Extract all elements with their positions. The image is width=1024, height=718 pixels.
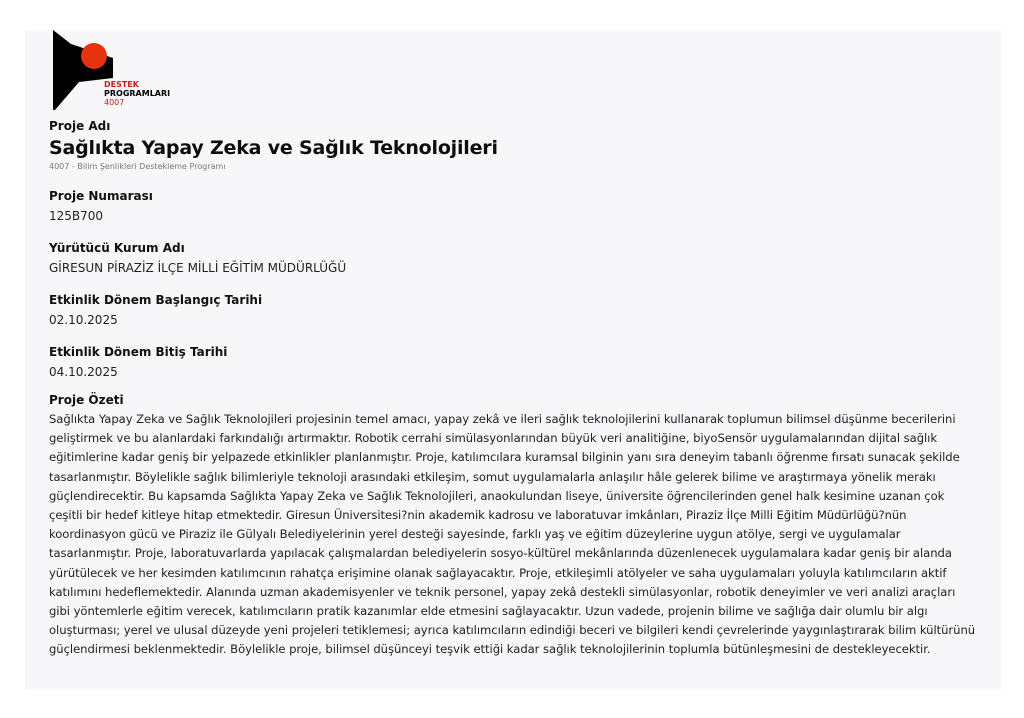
project-name-section: [49, 118, 979, 172]
start-date-label: Etkinlik Dönem Başlangıç Tarihi: [49, 293, 263, 307]
institution-value: GİRESUN PİRAZİZ İLÇE MİLLİ EĞİTİM MÜDÜRLÜĞÜ: [49, 261, 347, 275]
summary-label: Proje Özeti: [49, 393, 124, 407]
end-date-label: Etkinlik Dönem Bitiş Tarihi: [49, 345, 228, 359]
logo-line-3: 4007: [104, 98, 125, 107]
program-name: 4007 - Bilim Şenlikleri Destekleme Programı: [49, 162, 226, 171]
project-name-label: Proje Adı: [49, 119, 111, 133]
summary-section: [49, 392, 979, 660]
project-details: [49, 118, 979, 660]
destek-programlari-logo: [49, 30, 171, 110]
logo-line-2: PROGRAMLARI: [104, 89, 171, 98]
logo-text: [104, 80, 170, 107]
start-date-section: [49, 292, 979, 328]
end-date-value: 04.10.2025: [49, 365, 118, 379]
project-number-section: [49, 188, 979, 224]
project-title: Sağlıkta Yapay Zeka ve Sağlık Teknolojileri: [49, 137, 498, 159]
end-date-section: [49, 344, 979, 380]
project-number-value: 125B700: [49, 209, 104, 223]
project-number-label: Proje Numarası: [49, 189, 153, 203]
institution-section: [49, 240, 979, 276]
start-date-value: 02.10.2025: [49, 313, 118, 327]
project-card: [25, 30, 1001, 690]
institution-label: Yürütücü Kurum Adı: [49, 241, 185, 255]
summary-text: Sağlıkta Yapay Zeka ve Sağlık Teknolojileri projesinin temel amacı, yapay zekâ ve ileri sağlık teknolojilerini kullanarak toplumun bilimsel düşünme becerilerini geliştirmek ve bu alanlardaki farkındalığı artırmaktır. Robotik cerrahi simülasyonlarından büyük veri analitiğine, biyoSensör uygulamalarından dijital sağlık eğitimlerine kadar geniş bir yelpazede etkinlikler planlanmıştır. Proje, katılımcılara kuramsal bilginin yanı sıra deneyim tabanlı öğrenme fırsatı sunacak şekilde tasarlanmıştır. Böylelikle sağlık bilimleriyle teknoloji arasındaki etkileşim, somut uygulamalarla anlaşılır hâle gelerek bilime ve araştırmaya yönelik merakı güçlendirecektir. Bu kapsamda Sağlıkta Yapay Zeka ve Sağlık Teknolojileri, anaokulundan liseye, üniversite öğrencilerinden genel halk kesimine uzanan çok çeşitli bir hedef kitleye hitap etmektedir. Giresun Üniversitesi?nin akademik kadrosu ve laboratuvar imkânları, Piraziz İlçe Milli Eğitim Müdürlüğü?nün koordinasyon gücü ve Piraziz ile Gülyalı Belediyelerinin yerel desteği sayesinde, farklı yaş ve eğitim düzeylerine uygun atölye, sergi ve uygulamalar tasarlanmıştır. Proje, laboratuvarlarda yapılacak çalışmalardan belediyelerin sosyo-kültürel mekânlarında düzenlenecek uygulamalara kadar geniş bir alanda yürütülecek ve her kesimden katılımcının rahatça erişimine olanak sağlayacaktır. Proje, etkileşimli atölyeler ve saha uygulamaları yoluyla katılımcıların aktif katılımını hedeflemektedir. Alanında uzman akademisyenler ve teknik personel, yapay zekâ destekli simülasyonlar, robotik deneyimler ve veri analizi araçları gibi yöntemlerle eğitim verecek, katılımcıların pratik kazanımlar elde etmesini sağlayacaktır. Uzun vadede, projenin bilime ve sağlığa dair olumlu bir algı oluşturması; yerel ve ulusal düzeyde yeni projeleri tetiklemesi; ayrıca katılımcıların edindiği beceri ve bilgileri kendi çevrelerinde yaygınlaştırarak bilim kültürünü güçlendirmesi beklenmektedir. Böylelikle proje, bilimsel düşünceyi teşvik ettiği kadar sağlık teknolojilerinin toplumla bütünleşmesini de destekleyecektir.: [49, 412, 976, 657]
logo-line-1: DESTEK: [104, 80, 139, 89]
